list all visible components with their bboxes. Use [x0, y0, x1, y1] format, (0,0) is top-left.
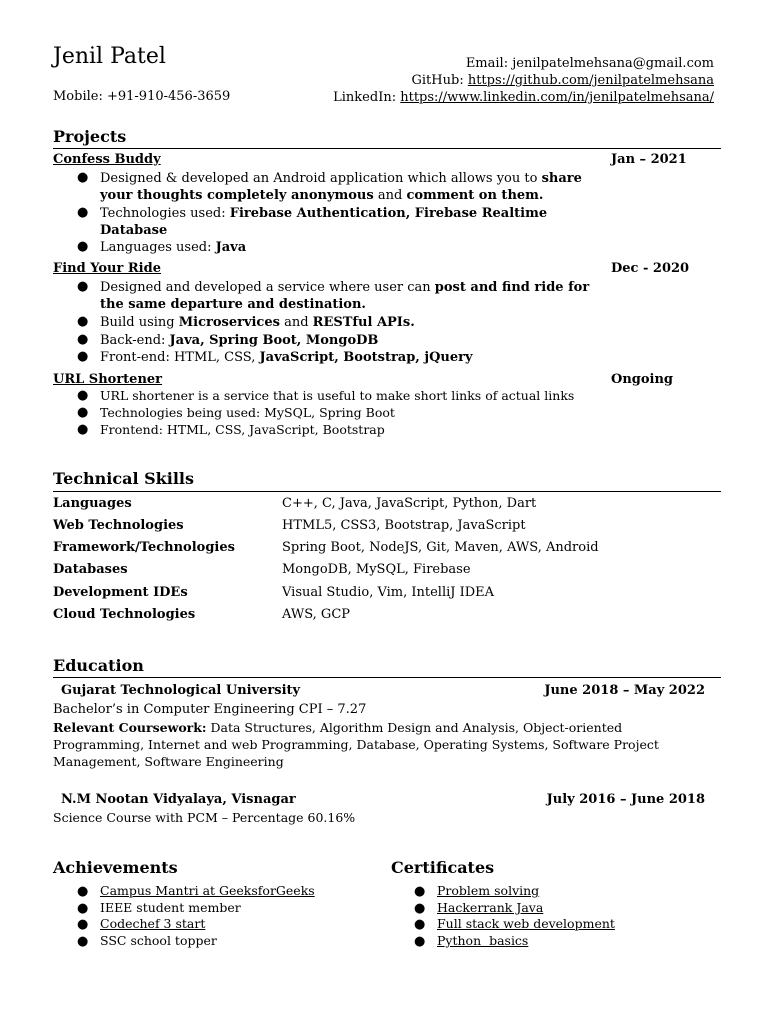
skills-heading: Technical Skills	[53, 469, 194, 488]
mobile-number: Mobile: +91-910-456-3659	[53, 89, 231, 104]
certificate-link[interactable]: Problem solving	[437, 883, 540, 898]
bullet-icon: ●	[77, 349, 89, 364]
skill-label: Development IDEs	[53, 585, 188, 600]
email-address[interactable]: jenilpatelmehsana@gmail.com	[512, 56, 714, 71]
bullet-icon: ●	[77, 917, 89, 932]
email-line	[466, 56, 714, 71]
text-part: Back-end:	[100, 333, 170, 348]
bullet-icon: ●	[77, 388, 89, 403]
linkedin-label: LinkedIn:	[333, 90, 401, 105]
email-label: Email:	[465, 56, 513, 71]
bullet-icon: ●	[414, 934, 426, 949]
project-bullet-text	[100, 314, 595, 331]
achievement-link[interactable]: Codechef 3 start	[100, 916, 206, 931]
text-bold: comment on them.	[406, 188, 544, 203]
certificate-link[interactable]: Full stack web development	[437, 916, 615, 931]
text-bold: Java, Spring Boot, MongoDB	[169, 333, 379, 348]
linkedin-link[interactable]: https://www.linkedin.com/in/jenilpatelmehsana/	[400, 90, 714, 105]
skill-label: Languages	[53, 496, 132, 511]
projects-divider	[53, 148, 721, 149]
project-bullet-text	[100, 332, 595, 349]
text-bold: Microservices	[178, 315, 280, 330]
certificate-link[interactable]: Hackerrank Java	[437, 900, 544, 915]
achievement-item: IEEE student member	[100, 900, 241, 915]
university-name: Gujarat Technological University	[61, 683, 301, 698]
certificates-heading: Certificates	[391, 858, 495, 877]
text-part: Build using	[100, 315, 179, 330]
text-part: Languages used:	[100, 240, 216, 255]
text-bold: JavaScript, Bootstrap, jQuery	[259, 350, 473, 365]
project-bullet-text	[100, 205, 595, 239]
bullet-icon: ●	[77, 205, 89, 220]
candidate-name: Jenil Patel	[53, 44, 166, 69]
skill-label: Databases	[53, 562, 128, 577]
skill-label: Framework/Technologies	[53, 540, 235, 555]
bullet-icon: ●	[77, 239, 89, 254]
bullet-icon: ●	[77, 422, 89, 437]
bullet-icon: ●	[77, 934, 89, 949]
school-date: July 2016 – June 2018	[546, 792, 705, 807]
skill-value: Visual Studio, Vim, IntelliJ IDEA	[282, 585, 495, 600]
text-part: and	[279, 315, 313, 330]
skill-value: HTML5, CSS3, Bootstrap, JavaScript	[282, 518, 526, 533]
github-line	[412, 73, 714, 88]
university-date: June 2018 – May 2022	[544, 683, 705, 698]
project-bullet-text: Technologies being used: MySQL, Spring Boot	[100, 405, 395, 420]
education-divider	[53, 677, 721, 678]
text-part: Designed and developed a service where user can	[100, 280, 435, 295]
project-title-url-shortener: URL Shortener	[53, 372, 163, 387]
bullet-icon: ●	[414, 884, 426, 899]
bullet-icon: ●	[77, 884, 89, 899]
text-part: and	[373, 188, 407, 203]
text-part: Technologies used:	[100, 206, 230, 221]
bullet-icon: ●	[77, 332, 89, 347]
text-bold: Firebase Authentication, Firebase Realtime Database	[100, 206, 548, 238]
projects-heading: Projects	[53, 127, 127, 146]
skill-value: AWS, GCP	[282, 607, 351, 622]
bullet-icon: ●	[77, 405, 89, 420]
coursework-label: Relevant Coursework:	[53, 720, 207, 735]
text-bold: RESTful APIs.	[312, 315, 415, 330]
bullet-icon: ●	[414, 917, 426, 932]
project-bullet-text	[100, 170, 595, 204]
skill-value: C++, C, Java, JavaScript, Python, Dart	[282, 496, 537, 511]
bullet-icon: ●	[77, 279, 89, 294]
skill-value: MongoDB, MySQL, Firebase	[282, 562, 471, 577]
skill-label: Web Technologies	[53, 518, 184, 533]
project-date: Jan – 2021	[611, 152, 687, 167]
github-link[interactable]: https://github.com/jenilpatelmehsana	[467, 73, 714, 88]
text-bold: post and find ride for the same departure and destination.	[100, 280, 590, 312]
project-date: Dec - 2020	[611, 261, 690, 276]
skills-divider	[53, 491, 721, 492]
project-bullet-text: Frontend: HTML, CSS, JavaScript, Bootstrap	[100, 422, 385, 437]
school-course: Science Course with PCM – Percentage 60.16%	[53, 810, 356, 825]
text-bold: share your thoughts completely anonymous	[100, 171, 582, 203]
coursework-text	[53, 719, 713, 770]
project-bullet-text	[100, 239, 595, 256]
bullet-icon: ●	[77, 170, 89, 185]
education-heading: Education	[53, 656, 144, 675]
github-label: GitHub:	[411, 73, 468, 88]
degree-text: Bachelor’s in Computer Engineering CPI – 7.27	[53, 702, 367, 717]
project-date: Ongoing	[611, 372, 674, 387]
project-title-find-your-ride: Find Your Ride	[53, 261, 161, 276]
achievement-item: SSC school topper	[100, 933, 217, 948]
bullet-icon: ●	[414, 901, 426, 916]
text-bold: Java	[215, 240, 247, 255]
text-part: Front-end: HTML, CSS,	[100, 350, 260, 365]
achievements-heading: Achievements	[53, 858, 178, 877]
skill-value: Spring Boot, NodeJS, Git, Maven, AWS, Android	[282, 540, 599, 555]
coursework-list: Data Structures, Algorithm Design and Analysis, Object-oriented Programming, Internet and web Programming, Database, Operating Systems, Software Project Management, Software Engineering	[53, 720, 659, 769]
bullet-icon: ●	[77, 314, 89, 329]
skill-label: Cloud Technologies	[53, 607, 196, 622]
certificate-link[interactable]: Python basics	[437, 933, 529, 948]
school-name: N.M Nootan Vidyalaya, Visnagar	[61, 792, 296, 807]
linkedin-line	[333, 90, 714, 105]
text-part: Designed & developed an Android application which allows you to	[100, 171, 542, 186]
project-bullet-text	[100, 349, 595, 366]
project-bullet-text	[100, 279, 595, 313]
project-bullet-text: URL shortener is a service that is useful to make short links of actual links	[100, 388, 575, 403]
bullet-icon: ●	[77, 901, 89, 916]
project-title-confess-buddy: Confess Buddy	[53, 152, 161, 167]
achievement-link[interactable]: Campus Mantri at GeeksforGeeks	[100, 883, 315, 898]
